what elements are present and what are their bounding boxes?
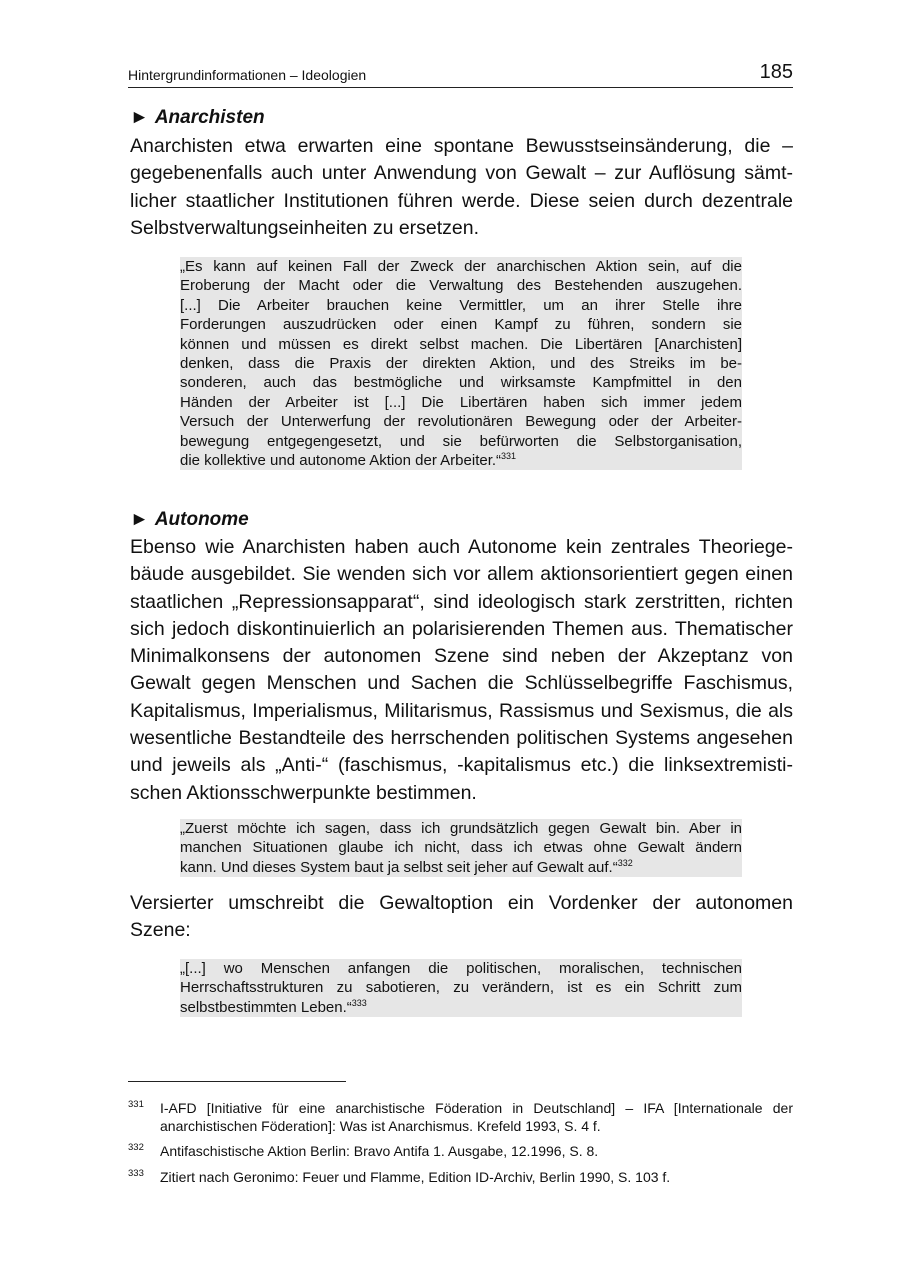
paragraph-line: Szene: [130, 919, 191, 942]
section-title: Anarchisten [154, 107, 265, 128]
paragraph-line: und jeweils als „Anti-“ (faschismus, -kapitalismus etc.) die linksextremisti- [130, 754, 793, 777]
triangle-bullet-icon: ► [130, 509, 149, 530]
paragraph-line: schen Aktionsschwerpunkte bestimmen. [130, 781, 477, 804]
footnote-number: 332 [128, 1142, 144, 1153]
page-number: 185 [759, 61, 793, 83]
quote-line: Eroberung der Macht oder die Verwaltung des Bestehenden auszugehen. [180, 277, 742, 295]
quote-line: denken, dass die Praxis der direkten Aktion, und des Streiks im be- [180, 355, 742, 373]
quote-line: „Es kann auf keinen Fall der Zweck der anarchischen Aktion sein, auf die [180, 258, 742, 275]
quote-line: Versuch der Unterwerfung der revolutionären Bewegung oder der Arbeiter- [180, 413, 742, 431]
paragraph-line: sich jedoch diskontinuierlich an polarisierenden Themen aus. Thematischer [130, 617, 793, 640]
footnote-separator [128, 1081, 346, 1082]
footnote-text [160, 1143, 793, 1161]
blockquote-autonome-1 [180, 819, 742, 877]
blockquote-anarchisten [180, 257, 742, 470]
quote-line-text: selbstbestimmten Leben.“ [180, 998, 352, 1016]
running-title: Hintergrundinformationen – Ideologien [128, 67, 367, 83]
quote-line: manchen Situationen glaube ich nicht, dass ich etwas ohne Gewalt ändern [180, 839, 742, 857]
paragraph-line: Gewalt gegen Menschen und Sachen die Schlüsselbegriffe Faschismus, [130, 672, 793, 695]
paragraph-line: Ebenso wie Anarchisten haben auch Autonome kein zentrales Theoriege- [130, 536, 793, 558]
footnote-number: 333 [128, 1168, 144, 1179]
footnote-text [160, 1100, 793, 1135]
paragraph-line: Anarchisten etwa erwarten eine spontane Bewusstseinsänderung, die – [130, 135, 793, 157]
running-header [128, 60, 793, 88]
quote-line: „[...] wo Menschen anfangen die politischen, moralischen, technischen [180, 960, 742, 977]
paragraph-line: staatlichen „Repressionsapparat“, sind ideologisch stark zerstritten, richten [130, 590, 793, 613]
triangle-bullet-icon: ► [130, 107, 149, 128]
paragraph-anarchisten [130, 133, 793, 242]
quote-line: Herrschaftsstrukturen zu sabotieren, zu verändern, ist es ein Schritt zum [180, 979, 742, 997]
quote-line [180, 858, 742, 877]
footnote-number: 331 [128, 1099, 144, 1110]
quote-line-text: die kollektive und autonome Aktion der Arbeiter.“ [180, 452, 502, 470]
footnote-ref-333[interactable]: 333 [351, 997, 367, 1008]
footnote-line: Zitiert nach Geronimo: Feuer und Flamme, Edition ID-Archiv, Berlin 1990, S. 103 f. [160, 1169, 671, 1185]
quote-line: sonderen, auch das bestmögliche und wirksamste Kampfmittel in den [180, 374, 742, 392]
footnote-line: I-AFD [Initiative für eine anarchistische Föderation in Deutschland] – IFA [Internationale der [160, 1100, 793, 1116]
paragraph-line: Versierter umschreibt die Gewaltoption ein Vordenker der autonomen [130, 892, 793, 914]
footnote-ref-331[interactable]: 331 [501, 451, 517, 462]
quote-line: Forderungen auszudrücken oder einen Kampf zu führen, sondern sie [180, 316, 742, 334]
quote-line: „Zuerst möchte ich sagen, dass ich grundsätzlich gegen Gewalt bin. Aber in [180, 820, 742, 837]
quote-line: Händen der Arbeiter ist [...] Die Libertären haben sich immer jedem [180, 393, 742, 411]
paragraph-line: Selbstverwaltungseinheiten zu ersetzen. [130, 216, 480, 239]
paragraph-line: wesentliche Bestandteile des herrschenden politischen Systems angesehen [130, 727, 793, 750]
footnote-333 [128, 1169, 793, 1187]
paragraph-line: Kapitalismus, Imperialismus, Militarismus, Rassismus und Sexismus, die als [130, 699, 793, 722]
paragraph-versierter [130, 890, 793, 945]
paragraph-autonome [130, 534, 793, 807]
section-heading-anarchisten [130, 107, 265, 129]
quote-line: [...] Die Arbeiter brauchen keine Vermittler, um an ihrer Stelle ihre [180, 296, 742, 314]
paragraph-line: licher staatlicher Institutionen führen werde. Diese seien durch dezentrale [130, 189, 793, 212]
section-heading-autonome [130, 509, 249, 531]
quote-line [180, 998, 742, 1017]
quote-line [180, 451, 742, 470]
paragraph-line: Minimalkonsens der autonomen Szene sind neben der Akzeptanz von [130, 645, 793, 668]
blockquote-autonome-2 [180, 959, 742, 1017]
footnote-331 [128, 1100, 793, 1135]
footnote-line: anarchistischen Föderation]: Was ist Anarchismus. Krefeld 1993, S. 4 f. [160, 1117, 601, 1134]
footnote-text [160, 1169, 793, 1187]
quote-line-text: kann. Und dieses System baut ja selbst seit jeher auf Gewalt auf.“ [180, 858, 618, 876]
paragraph-line: gegebenenfalls auch unter Anwendung von Gewalt – zur Auflösung sämt- [130, 162, 793, 185]
footnote-ref-332[interactable]: 332 [617, 857, 633, 868]
quote-line: können und müssen es direkt selbst machen. Die Libertären [Anarchisten] [180, 335, 742, 353]
footnote-line: Antifaschistische Aktion Berlin: Bravo Antifa 1. Ausgabe, 12.1996, S. 8. [160, 1143, 599, 1159]
quote-line: bewegung entgegengesetzt, und sie befürworten die Selbstorganisation, [180, 432, 742, 450]
paragraph-line: bäude ausgebildet. Sie wenden sich vor allem aktionsorientiert gegen einen [130, 563, 793, 586]
footnote-332 [128, 1143, 793, 1161]
section-title: Autonome [154, 509, 249, 530]
